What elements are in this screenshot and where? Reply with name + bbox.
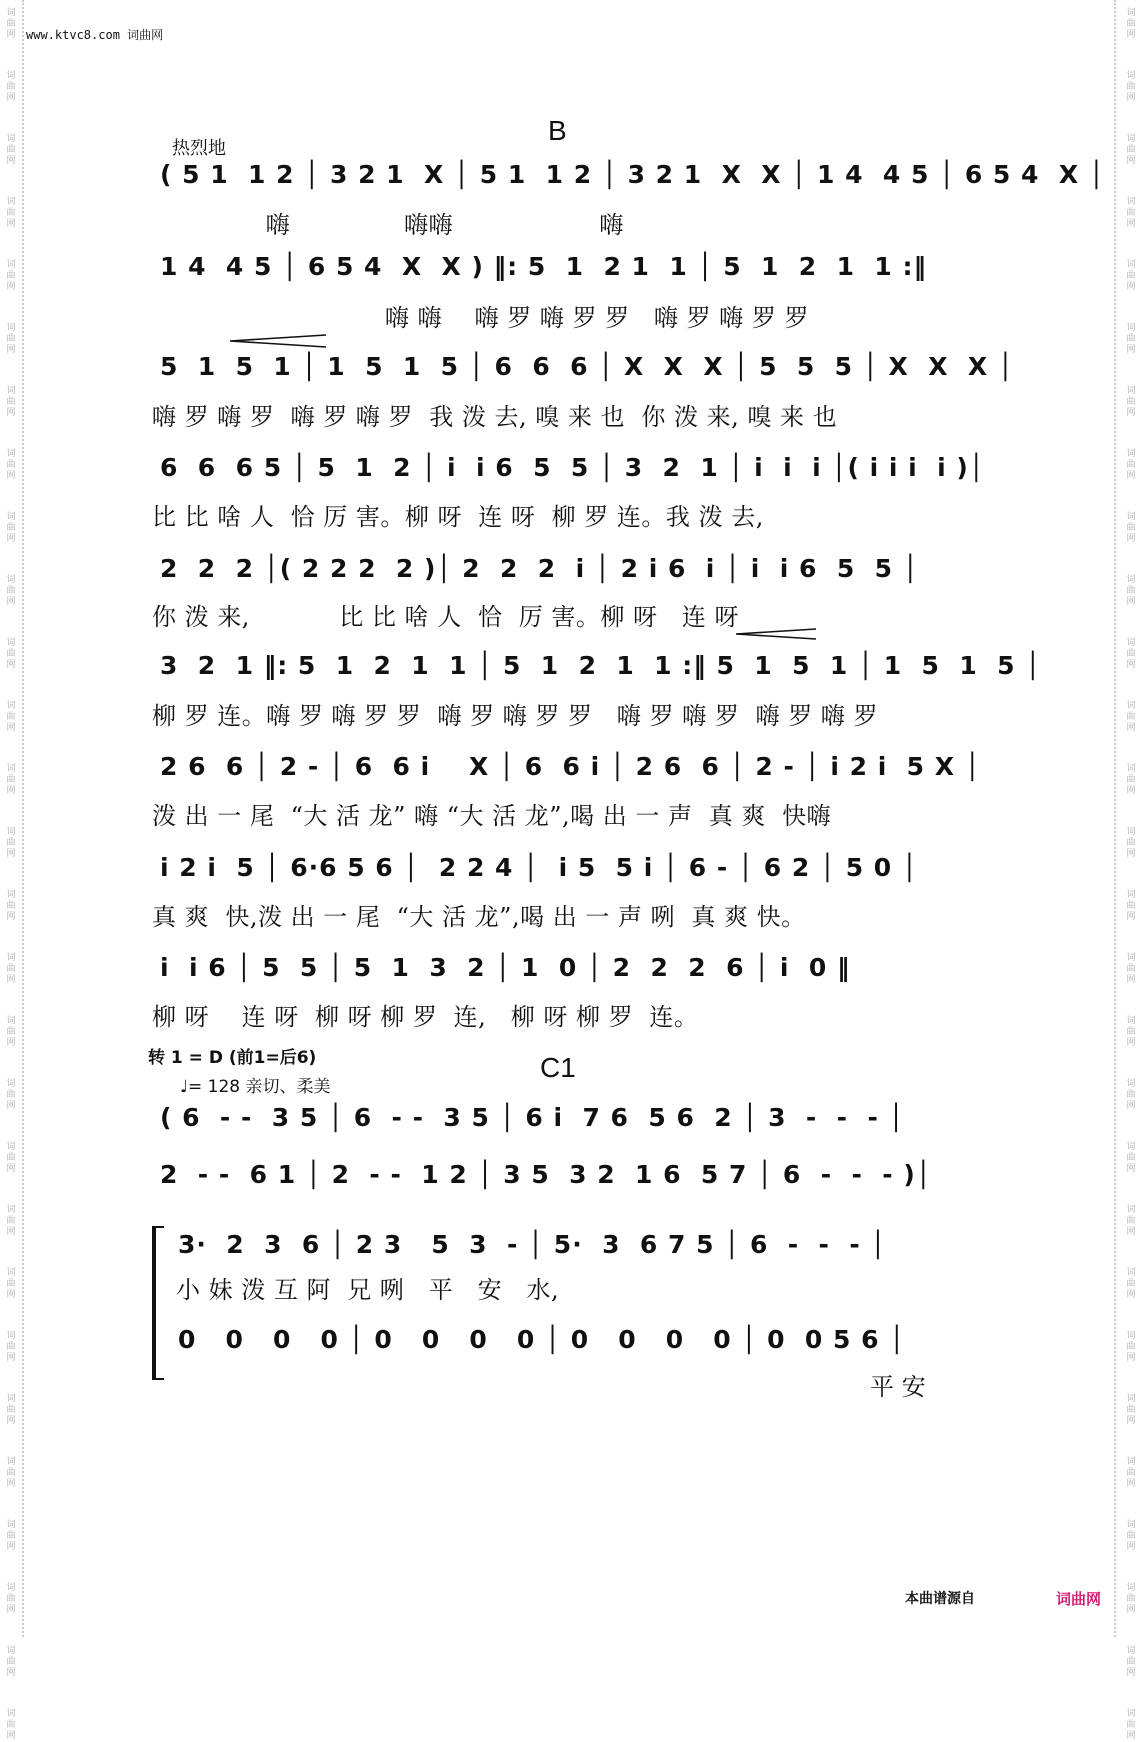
watermark-text: 词 曲 网 <box>1126 386 1136 418</box>
footer-logo[interactable]: 词曲网 <box>1056 1590 1102 1608</box>
notation-line-5: 2 2 2 │( 2 2 2 2 )│ 2 2 2 i │ 2 i 6 i │ i i 6 5 5 │ <box>160 554 919 583</box>
system-bracket <box>152 1226 164 1380</box>
watermark-text: 词 曲 网 <box>1126 1457 1136 1489</box>
watermark-text: 词 曲 网 <box>1126 575 1136 607</box>
notation-line-4: 6 6 6 5 │ 5 1 2 │ i i 6 5 5 │ 3 2 1 │ i i i │( i i i i )│ <box>160 453 985 482</box>
watermark-text: 词 曲 网 <box>6 1394 16 1426</box>
notation-line-8: i 2 i 5 │ 6·6 5 6 │ 2 2 4 │ i 5 5 i │ 6 - │ 6 2 │ 5 0 │ <box>160 853 918 882</box>
watermark-text: 词 曲 网 <box>6 71 16 103</box>
key-change: 转 1 = D (前1=后6) <box>148 1048 317 1068</box>
watermark-text: 词 曲 网 <box>1126 1142 1136 1174</box>
watermark-text: 词 曲 网 <box>6 953 16 985</box>
lyric-line-7: 泼 出 一 尾 “大 活 龙” 嗨 “大 活 龙”,喝 出 一 声 真 爽 快嗨 <box>152 802 832 830</box>
section-mark-b: B <box>548 115 567 146</box>
watermark-text: 词 曲 网 <box>6 449 16 481</box>
watermark-text: 词 曲 网 <box>1126 638 1136 670</box>
watermark-text: 词 曲 网 <box>6 1205 16 1237</box>
watermark-text: 词 曲 网 <box>1126 134 1136 166</box>
watermark-text: 词 曲 网 <box>6 260 16 292</box>
watermark-text: 词 曲 网 <box>6 1079 16 1111</box>
section-mark-c1: C1 <box>540 1052 576 1083</box>
watermark-text: 词 曲 网 <box>6 8 16 40</box>
watermark-text: 词 曲 网 <box>1126 1268 1136 1300</box>
watermark-text: 词 曲 网 <box>1126 1205 1136 1237</box>
watermark-text: 词 曲 网 <box>1126 1394 1136 1426</box>
lyric-line-4: 比 比 啥 人 恰 厉 害。柳 呀 连 呀 柳 罗 连。我 泼 去, <box>152 503 764 531</box>
watermark-text: 词 曲 网 <box>1126 8 1136 40</box>
watermark-text: 词 曲 网 <box>6 1331 16 1363</box>
watermark-text: 词 曲 网 <box>6 1709 16 1741</box>
watermark-text: 词 曲 网 <box>1126 71 1136 103</box>
watermark-text: 词 曲 网 <box>6 134 16 166</box>
watermark-text: 词 曲 网 <box>1126 512 1136 544</box>
lyric-line-9: 柳 呀 连 呀 柳 呀 柳 罗 连, 柳 呀 柳 罗 连。 <box>152 1003 699 1031</box>
watermark-text: 词 曲 网 <box>1126 890 1136 922</box>
watermark-text: 词 曲 网 <box>1126 701 1136 733</box>
notation-line-12: 3· 2 3 6 │ 2 3 5 3 - │ 5· 3 6 7 5 │ 6 - - - │ <box>178 1230 887 1259</box>
lyric-line-2: 嗨 嗨 嗨 罗 嗨 罗 罗 嗨 罗 嗨 罗 罗 <box>385 304 810 332</box>
watermark-text: 词 曲 网 <box>6 701 16 733</box>
tempo-mark: ♩= 128 亲切、柔美 <box>180 1077 331 1097</box>
watermark-text: 词 曲 网 <box>1126 764 1136 796</box>
lyric-line-8: 真 爽 快,泼 出 一 尾 “大 活 龙”,喝 出 一 声 咧 真 爽 快。 <box>152 903 806 931</box>
watermark-text: 词 曲 网 <box>1126 1079 1136 1111</box>
notation-line-6: 3 2 1 ‖: 5 1 2 1 1 │ 5 1 2 1 1 :‖ 5 1 5 1 │ 1 5 1 5 │ <box>160 651 1042 680</box>
lyric-line-3: 嗨 罗 嗨 罗 嗨 罗 嗨 罗 我 泼 去, 嗅 来 也 你 泼 来, 嗅 来 也 <box>152 403 838 431</box>
watermark-text: 词 曲 网 <box>1126 953 1136 985</box>
lyric-line-12: 小 妹 泼 互 阿 兄 咧 平 安 水, <box>176 1276 560 1304</box>
left-watermark-strip <box>0 0 24 1741</box>
watermark-text: 词 曲 网 <box>1126 1583 1136 1615</box>
notation-line-13: 0 0 0 0 │ 0 0 0 0 │ 0 0 0 0 │ 0 0 5 6 │ <box>178 1325 906 1354</box>
lyric-line-13: 平 安 <box>870 1373 926 1401</box>
watermark-text: 词 曲 网 <box>1126 1520 1136 1552</box>
watermark-text: 词 曲 网 <box>6 1142 16 1174</box>
watermark-text: 词 曲 网 <box>6 386 16 418</box>
watermark-text: 词 曲 网 <box>1126 260 1136 292</box>
watermark-text: 词 曲 网 <box>6 1583 16 1615</box>
watermark-text: 词 曲 网 <box>6 1520 16 1552</box>
notation-line-3: 5 1 5 1 │ 1 5 1 5 │ 6 6 6 │ X X X │ 5 5 5 │ X X X │ <box>160 352 1014 381</box>
lyric-line-5: 你 泼 来, 比 比 啥 人 恰 厉 害。柳 呀 连 呀 <box>152 603 739 631</box>
watermark-text: 词 曲 网 <box>1126 323 1136 355</box>
watermark-text: 词 曲 网 <box>1126 1331 1136 1363</box>
watermark-text: 词 曲 网 <box>1126 1709 1136 1741</box>
watermark-text: 词 曲 网 <box>6 1646 16 1678</box>
watermark-text: 词 曲 网 <box>6 638 16 670</box>
notation-line-10: ( 6 - - 3 5 │ 6 - - 3 5 │ 6 i 7 6 5 6 2 │ 3 - - - │ <box>160 1103 905 1132</box>
lyric-line-1: 嗨 嗨嗨 嗨 <box>152 211 624 239</box>
lyric-line-6: 柳 罗 连。嗨 罗 嗨 罗 罗 嗨 罗 嗨 罗 罗 嗨 罗 嗨 罗 嗨 罗 嗨 罗 <box>152 702 878 730</box>
watermark-text: 词 曲 网 <box>1126 1016 1136 1048</box>
watermark-text: 词 曲 网 <box>6 827 16 859</box>
right-watermark-strip <box>1114 0 1146 1741</box>
source-url: www.ktvc8.com 词曲网 <box>26 28 164 42</box>
watermark-text: 词 曲 网 <box>1126 449 1136 481</box>
watermark-text: 词 曲 网 <box>6 1268 16 1300</box>
watermark-text: 词 曲 网 <box>6 575 16 607</box>
watermark-text: 词 曲 网 <box>6 323 16 355</box>
notation-line-9: i i 6 │ 5 5 │ 5 1 3 2 │ 1 0 │ 2 2 2 6 │ i 0 ‖ <box>160 953 851 982</box>
watermark-text: 词 曲 网 <box>6 512 16 544</box>
watermark-text: 词 曲 网 <box>1126 197 1136 229</box>
notation-line-11: 2 - - 6 1 │ 2 - - 1 2 │ 3 5 3 2 1 6 5 7 │ 6 - - - )│ <box>160 1160 932 1189</box>
watermark-text: 词 曲 网 <box>1126 827 1136 859</box>
notation-line-1: ( 5 1 1 2 │ 3 2 1 X │ 5 1 1 2 │ 3 2 1 X X │ 1 4 4 5 │ 6 5 4 X │ <box>160 160 1105 189</box>
watermark-text: 词 曲 网 <box>6 197 16 229</box>
watermark-text: 词 曲 网 <box>6 1016 16 1048</box>
watermark-text: 词 曲 网 <box>1126 1646 1136 1678</box>
notation-line-7: 2 6 6 │ 2 - │ 6 6 i X │ 6 6 i │ 2 6 6 │ 2 - │ i 2 i 5 X │ <box>160 752 981 781</box>
footer-source-label: 本曲谱源自 <box>905 1591 975 1607</box>
crescendo-mark <box>228 334 328 348</box>
watermark-text: 词 曲 网 <box>6 890 16 922</box>
expression-mark: 热烈地 <box>172 138 226 159</box>
watermark-text: 词 曲 网 <box>6 764 16 796</box>
watermark-text: 词 曲 网 <box>6 1457 16 1489</box>
notation-line-2: 1 4 4 5 │ 6 5 4 X X ) ‖: 5 1 2 1 1 │ 5 1 2 1 1 :‖ <box>160 252 928 281</box>
